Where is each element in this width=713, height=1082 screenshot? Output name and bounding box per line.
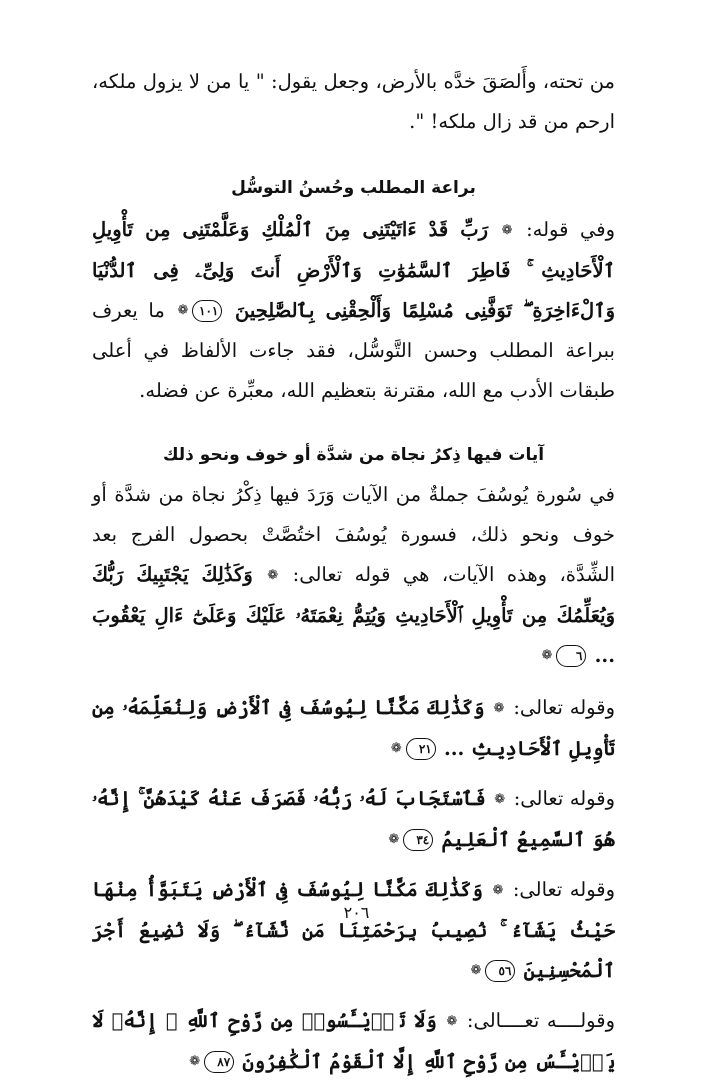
- quran-open-ornament-icon: ❁: [267, 567, 279, 583]
- quran-close-ornament-icon: ❁: [470, 963, 482, 978]
- quran-open-ornament-icon: ❁: [446, 1013, 458, 1029]
- paragraph-text: من تحته، وأَلصَقَ خدَّه بالأرض، وجعل يقول: " يا من لا يزول ملكه، ارحم من قد زال ملكه! ".: [92, 70, 615, 133]
- page-number: ٢٠٦: [343, 903, 370, 922]
- quran-close-ornament-icon: ❁: [177, 303, 189, 318]
- quran-open-ornament-icon: ❁: [493, 700, 505, 716]
- paragraph-verse-87: وقولــــه تعــــالى: ❁ وَلَا تَا۟يْـَٔسُوا۟ مِن رَّوْحِ ٱللَّهِ ۖ إِنَّهُۥ لَا يَا۟يْـَٔسُ مِن رَّوْحِ ٱللَّهِ إِلَّا ٱلْقَوْمُ ٱلْكَٰفِرُونَ ٨٧❁: [92, 1009, 615, 1073]
- quran-open-ornament-icon: ❁: [501, 222, 513, 238]
- quran-verse: وَلَا تَا۟يْـَٔسُوا۟ مِن رَّوْحِ ٱللَّهِ ۖ إِنَّهُۥ لَا يَا۟يْـَٔسُ مِن رَّوْحِ ٱللَّهِ إِلَّا ٱلْقَوْمُ ٱلْكَٰفِرُونَ: [92, 1009, 615, 1073]
- quran-open-ornament-icon: ❁: [494, 791, 506, 807]
- paragraph-prayer: [92, 62, 615, 142]
- quran-verse: وَكَذَٰلِكَ يَجْتَبِيكَ رَبُّكَ وَيُعَلِّمُكَ مِن تَأْوِيلِ ٱلْأَحَادِيثِ وَيُتِمُّ نِعْمَتَهُۥ عَلَيْكَ وَعَلَىٰٓ ءَالِ يَعْقُوبَ ...: [92, 563, 615, 667]
- quran-open-ornament-icon: ❁: [492, 882, 504, 898]
- quran-verse: وَكَذَٰلِكَ مَكَّنَّا لِيُوسُفَ فِى ٱلْأَرْضِ يَتَبَوَّأُ مِنْهَا حَيْثُ يَشَآءُ ۚ نُصِيبُ بِرَحْمَتِنَا مَن نَّشَآءُ ۖ وَلَا نُضِيعُ أَجْرَ ٱلْمُحْسِنِينَ: [92, 878, 615, 982]
- ayah-number-badge: ١٠١: [192, 300, 222, 322]
- ayah-number-badge: ٨٧: [204, 1051, 234, 1073]
- quran-close-ornament-icon: ❁: [390, 741, 402, 756]
- quran-verse: وَكَذَٰلِكَ مَكَّنَّا لِيُوسُفَ فِى ٱلْأَرْضِ وَلِنُعَلِّمَهُۥ مِن تَأْوِيلِ ٱلْأَحَادِيثِ ...: [92, 696, 615, 760]
- ayah-number-badge: ٢١: [406, 738, 436, 760]
- paragraph-verse-101: وفي قوله: ❁ رَبِّ قَدْ ءَاتَيْتَنِى مِنَ ٱلْمُلْكِ وَعَلَّمْتَنِى مِن تَأْوِيلِ ٱلْأَحَادِيثِ ۚ فَاطِرَ ٱلسَّمَٰوَٰتِ وَٱلْأَرْضِ أَنتَ وَلِىِّۦ فِى ٱلدُّنْيَا وَٱلْءَاخِرَةِ ۖ تَوَفَّنِى مُسْلِمًا وَأَلْحِقْنِى بِٱلصَّٰلِحِينَ ١٠١❁ ما يعرف ببراعة المطلب وحسن التَّوسُّل، فقد جاءت الألفاظ في أعلى طبقات الأدب مع الله، مقترنة بتعظيم الله، معبِّرة عن فضله.: [92, 218, 615, 402]
- paragraph-verse-56: وقوله تعالى: ❁ وَكَذَٰلِكَ مَكَّنَّا لِيُوسُفَ فِى ٱلْأَرْضِ يَتَبَوَّأُ مِنْهَا حَيْثُ يَشَآءُ ۚ نُصِيبُ بِرَحْمَتِنَا مَن نَّشَآءُ ۖ وَلَا نُضِيعُ أَجْرَ ٱلْمُحْسِنِينَ ٥٦❁: [92, 878, 616, 982]
- section-heading-rescue-verses: آيات فيها ذِكرُ نجاة من شدَّة أو خوف ونحو ذلك: [162, 445, 545, 465]
- ayah-number-badge: ٣٤: [403, 829, 433, 851]
- paragraph-verse-6: في سُورة يُوسُفَ جملةٌ من الآيات وَرَدَ فيها ذِكْرُ نجاة من شدَّة أو خوف ونحو ذلك، فسورة يُوسُفَ اختُصَّتْ بحصول الفرج بعد الشِّدَّة، وهذه الآيات، هي قوله تعالى: ❁ وَكَذَٰلِكَ يَجْتَبِيكَ رَبُّكَ وَيُعَلِّمُكَ مِن تَأْوِيلِ ٱلْأَحَادِيثِ وَيُتِمُّ نِعْمَتَهُۥ عَلَيْكَ وَعَلَىٰٓ ءَالِ يَعْقُوبَ ... ٦❁: [92, 483, 616, 667]
- quran-verse: رَبِّ قَدْ ءَاتَيْتَنِى مِنَ ٱلْمُلْكِ وَعَلَّمْتَنِى مِن تَأْوِيلِ ٱلْأَحَادِيثِ ۚ فَاطِرَ ٱلسَّمَٰوَٰتِ وَٱلْأَرْضِ أَنتَ وَلِىِّۦ فِى ٱلدُّنْيَا وَٱلْءَاخِرَةِ ۖ تَوَفَّنِى مُسْلِمًا وَأَلْحِقْنِى بِٱلصَّٰلِحِينَ: [92, 218, 615, 322]
- quran-close-ornament-icon: ❁: [388, 832, 400, 847]
- ayah-number-badge: ٦: [556, 645, 586, 667]
- ayah-number-badge: ٥٦: [485, 960, 515, 982]
- paragraph-verse-34: وقوله تعالى: ❁ فَٱسْتَجَابَ لَهُۥ رَبُّهُۥ فَصَرَفَ عَنْهُ كَيْدَهُنَّ ۚ إِنَّهُۥ هُوَ ٱلسَّمِيعُ ٱلْعَلِيمُ ٣٤❁: [92, 787, 615, 851]
- quran-close-ornament-icon: ❁: [541, 648, 553, 663]
- quran-verse: فَٱسْتَجَابَ لَهُۥ رَبُّهُۥ فَصَرَفَ عَنْهُ كَيْدَهُنَّ ۚ إِنَّهُۥ هُوَ ٱلسَّمِيعُ ٱلْعَلِيمُ: [92, 787, 615, 851]
- section-heading-eloquence: براعة المطلب وحُسنُ التوسُّل: [231, 178, 476, 198]
- quran-close-ornament-icon: ❁: [189, 1054, 201, 1069]
- paragraph-verse-21: وقوله تعالى: ❁ وَكَذَٰلِكَ مَكَّنَّا لِيُوسُفَ فِى ٱلْأَرْضِ وَلِنُعَلِّمَهُۥ مِن تَأْوِيلِ ٱلْأَحَادِيثِ ... ٢١❁: [92, 696, 615, 760]
